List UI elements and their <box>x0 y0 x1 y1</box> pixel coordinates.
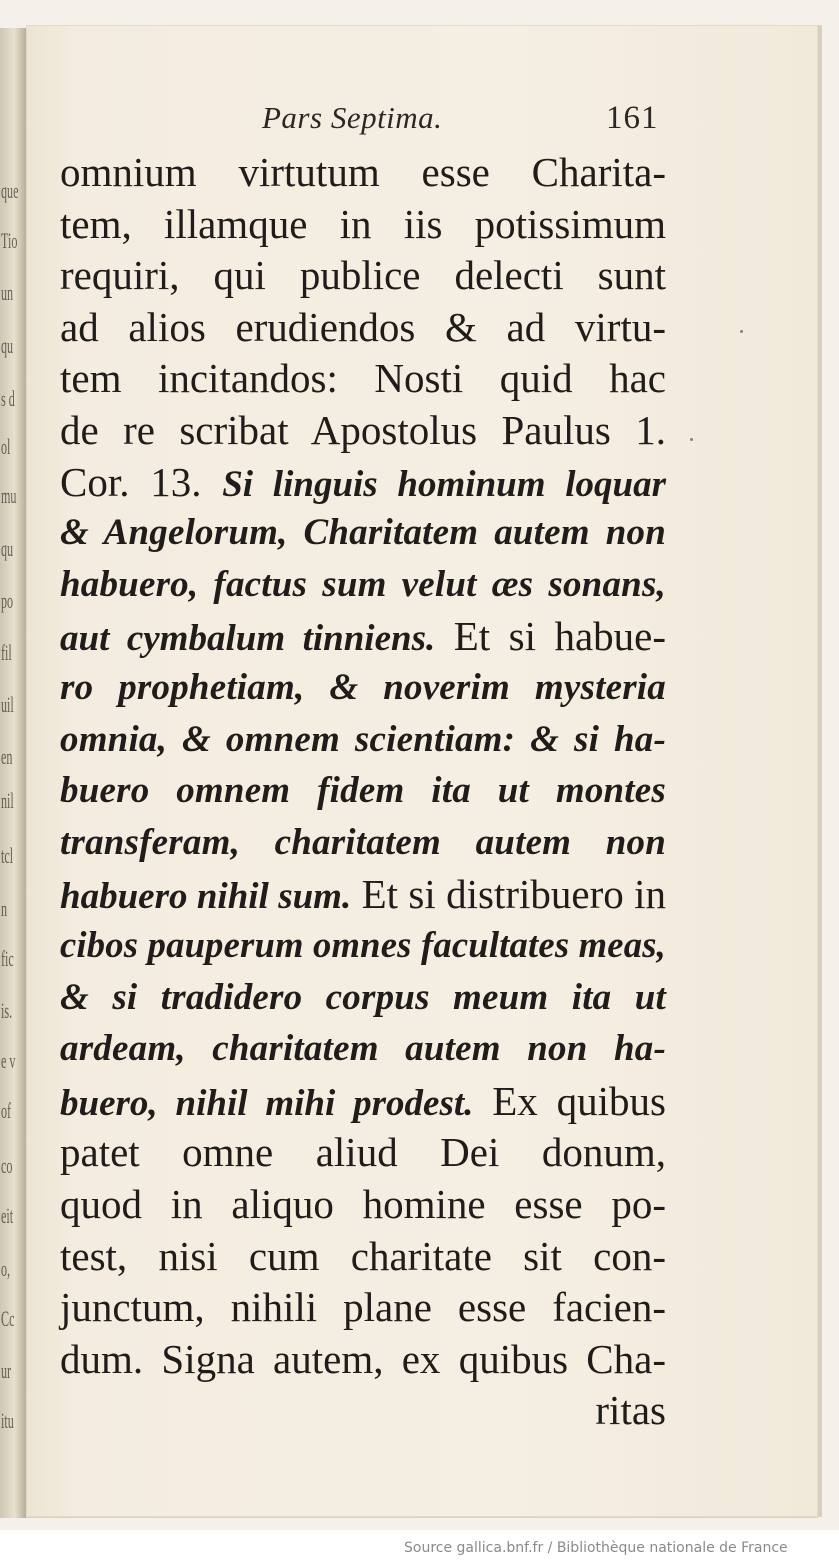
facing-page-bleed: is. <box>1 998 13 1023</box>
roman-text: ad alios erudiendos & ad virtu- <box>60 303 666 350</box>
facing-page-bleed: uil <box>1 692 14 717</box>
facing-page-bleed: mu <box>1 483 17 508</box>
text-line <box>60 301 666 353</box>
ink-speck <box>740 330 743 333</box>
text-line <box>60 765 666 817</box>
roman-text: patet omne aliud Dei donum, <box>60 1129 666 1176</box>
text-line <box>60 146 666 198</box>
text-line <box>60 1075 666 1127</box>
facing-page-bleed: fil <box>1 640 12 665</box>
facing-page-bleed: fic <box>1 946 14 971</box>
text-line <box>60 920 666 972</box>
roman-text: tem, illamque in iis potissimum <box>60 200 666 247</box>
facing-page-bleed: o, <box>1 1256 11 1281</box>
facing-page-edge <box>0 28 26 1518</box>
facing-page-bleed: co <box>1 1153 13 1178</box>
facing-page-bleed: Cc <box>1 1306 15 1331</box>
text-line <box>60 1178 666 1230</box>
italic-quotation: & Angelorum, Charitatem autem non <box>60 512 666 554</box>
italic-quotation: & si tradidero corpus meum ita ut <box>60 976 666 1018</box>
text-line <box>60 972 666 1024</box>
roman-text: Ex quibus <box>492 1077 666 1124</box>
roman-text: Et si distribuero in <box>361 871 667 918</box>
italic-quotation: omnia, & omnem scientiam: & si ha- <box>60 718 666 760</box>
italic-quotation: aut cymbalum tinniens. <box>60 618 436 660</box>
italic-quotation: habuero nihil sum. <box>60 876 352 918</box>
text-line <box>60 714 666 766</box>
roman-text: Et si habue- <box>453 613 667 660</box>
facing-page-bleed: Tio <box>1 228 18 253</box>
text-line <box>60 1023 666 1075</box>
roman-text: requiri, qui publice delecti sunt <box>60 252 666 299</box>
italic-quotation: cibos pauperum omnes facultates meas, <box>60 925 666 966</box>
text-line <box>60 352 666 404</box>
roman-text: omnium virtutum esse Charita- <box>60 149 666 195</box>
text-line <box>60 507 666 559</box>
roman-text: ritas <box>595 1387 666 1434</box>
roman-text: de re scribat Apostolus Paulus 1. <box>60 407 666 453</box>
italic-quotation: habuero, factus sum velut æs sonans, <box>60 563 666 605</box>
italic-quotation: ro prophetiam, & noverim mysteria <box>60 667 666 708</box>
roman-text: dum. Signa autem, ex quibus Cha- <box>60 1335 666 1382</box>
text-line <box>60 1126 666 1178</box>
facing-page-bleed: ol <box>1 434 11 459</box>
text-line <box>60 868 666 920</box>
text-line <box>60 1333 666 1385</box>
text-line <box>60 1281 666 1333</box>
text-line <box>60 1230 666 1282</box>
roman-text: Cor. 13. <box>60 458 202 505</box>
facing-page-bleed: n <box>1 896 8 921</box>
text-line <box>60 817 666 869</box>
facing-page-bleed: tcl <box>1 843 14 868</box>
facing-page-bleed: e v <box>1 1048 16 1073</box>
running-head: Pars Septima. <box>262 100 443 135</box>
ink-speck <box>690 438 693 441</box>
text-line <box>60 662 666 714</box>
facing-page-bleed: nil <box>1 788 14 813</box>
facing-page-bleed: un <box>1 280 14 305</box>
roman-text: quod in aliquo homine esse po- <box>60 1181 666 1227</box>
page-edge <box>818 25 822 1517</box>
roman-text: test, nisi cum charitate sit con- <box>60 1232 666 1279</box>
text-line <box>60 610 666 662</box>
page-number: 161 <box>606 100 659 136</box>
italic-quotation: ardeam, charitatem autem non ha- <box>60 1028 666 1070</box>
facing-page-bleed: s d <box>1 386 15 411</box>
facing-page-bleed: qu <box>1 333 14 358</box>
facing-page-bleed: en <box>1 744 13 769</box>
facing-page-bleed: ur <box>1 1358 12 1383</box>
text-line <box>60 198 666 250</box>
source-credit: Source gallica.bnf.fr / Bibliothèque nationale de France <box>404 1540 788 1556</box>
text-line <box>60 456 666 508</box>
italic-quotation: buero omnem fidem ita ut montes <box>60 770 666 812</box>
roman-text: junctum, nihili plane esse facien- <box>60 1284 666 1331</box>
text-line <box>60 404 666 456</box>
facing-page-bleed: po <box>1 588 14 613</box>
text-line <box>60 1384 666 1436</box>
italic-quotation: buero, nihil mihi prodest. <box>60 1082 474 1124</box>
facing-page-bleed: itu <box>1 1408 14 1433</box>
facing-page-bleed: eit <box>1 1203 14 1228</box>
facing-page-bleed: qu <box>1 536 14 561</box>
facing-page-bleed: que <box>1 178 19 203</box>
facing-page-bleed: of <box>1 1098 12 1123</box>
text-line <box>60 249 666 301</box>
italic-quotation: transferam, charitatem autem non <box>60 821 666 863</box>
roman-text: tem incitandos: Nosti quid hac <box>60 355 666 402</box>
text-line <box>60 559 666 611</box>
italic-quotation: Si linguis hominum loquar <box>222 463 666 505</box>
